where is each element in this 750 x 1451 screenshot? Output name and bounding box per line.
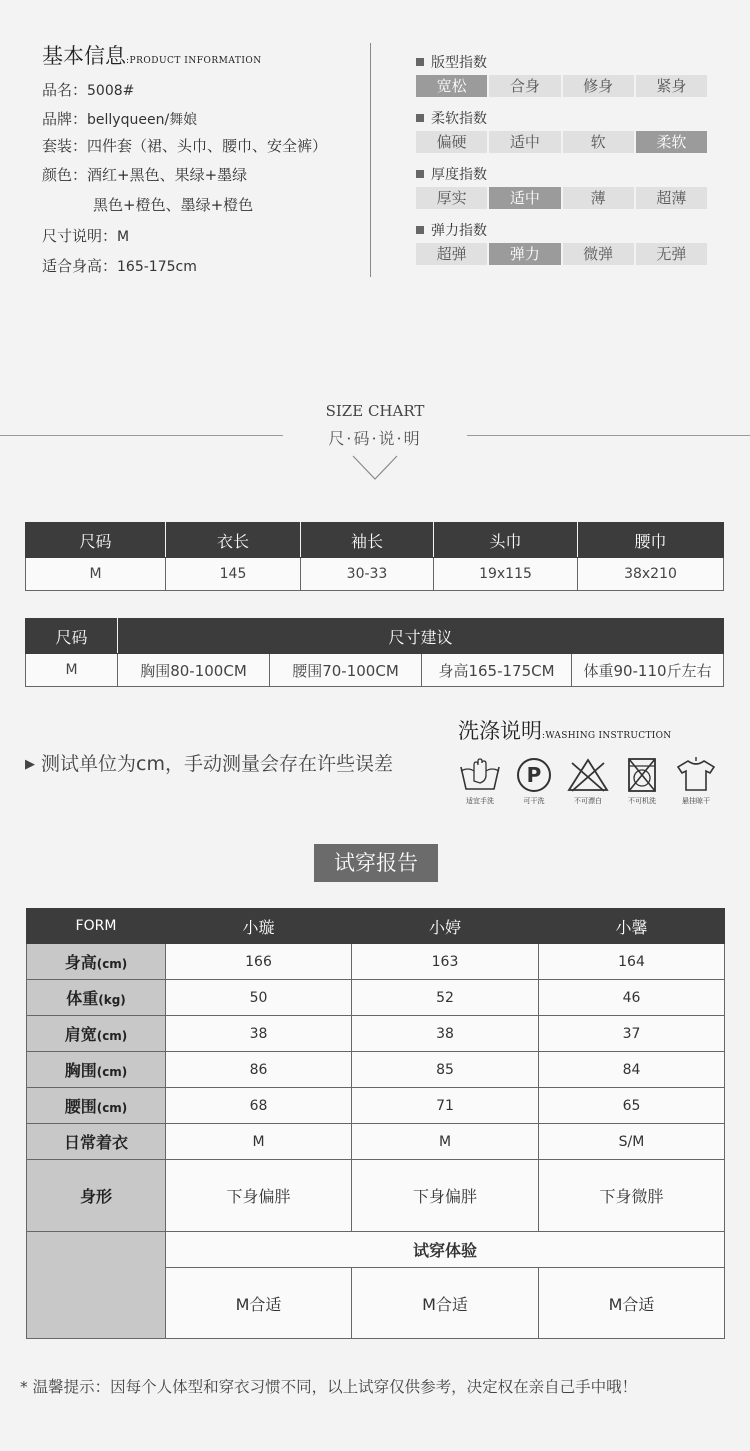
row-header: 肩宽(cm) bbox=[27, 1016, 166, 1052]
info-row-name: 品名：5008# bbox=[42, 81, 135, 99]
table-row bbox=[27, 1052, 725, 1088]
triangle-right-icon: ▶ bbox=[25, 757, 35, 772]
index-option: 宽松 bbox=[416, 75, 487, 97]
experience-title: 试穿体验 bbox=[166, 1232, 725, 1268]
info-row-color-2: 黑色+橙色、墨绿+橙色 bbox=[93, 196, 254, 214]
index-title-softness: 柔软指数 bbox=[416, 108, 487, 128]
table-header-row bbox=[26, 523, 724, 558]
row-header: 身形 bbox=[27, 1160, 166, 1232]
size-chart-title-en: SIZE CHART bbox=[325, 402, 425, 420]
wash-item-no-bleach: 不可漂白 bbox=[563, 757, 613, 806]
table-cell: 19x115 bbox=[434, 558, 578, 591]
info-row-brand: 品牌：bellyqueen/舞娘 bbox=[42, 110, 198, 128]
table-cell: 37 bbox=[539, 1016, 725, 1052]
index-option: 软 bbox=[563, 131, 634, 153]
table-row bbox=[27, 944, 725, 980]
table-row bbox=[27, 1232, 725, 1268]
wash-item-dry-clean: P 可干洗 bbox=[509, 757, 559, 806]
index-option: 偏硬 bbox=[416, 131, 487, 153]
no-bleach-icon bbox=[566, 757, 610, 793]
table-header: 小婷 bbox=[352, 909, 539, 944]
table-cell: 68 bbox=[166, 1088, 352, 1124]
table-cell: 52 bbox=[352, 980, 539, 1016]
index-option: 薄 bbox=[563, 187, 634, 209]
table-cell: 38 bbox=[352, 1016, 539, 1052]
index-option: 适中 bbox=[489, 131, 560, 153]
table-cell: M bbox=[26, 654, 118, 687]
divider-line-left bbox=[0, 435, 283, 436]
table-cell: 86 bbox=[166, 1052, 352, 1088]
no-machine-wash-icon bbox=[620, 757, 664, 793]
warm-tip: * 温馨提示：因每个人体型和穿衣习惯不同，以上试穿仅供参考，决定权在亲自己手中哦！ bbox=[20, 1378, 638, 1396]
table-cell: 下身微胖 bbox=[539, 1160, 725, 1232]
row-header: 胸围(cm) bbox=[27, 1052, 166, 1088]
table-cell: 50 bbox=[166, 980, 352, 1016]
table-row bbox=[27, 1160, 725, 1232]
size-chart-title-cn: 尺·码·说·明 bbox=[328, 429, 422, 448]
table-cell: 体重90-110斤左右 bbox=[572, 654, 724, 687]
unit-note: ▶ 测试单位为cm，手动测量会存在许些误差 bbox=[25, 753, 394, 775]
table-cell: 38 bbox=[166, 1016, 352, 1052]
washing-title: 洗涤说明:WASHING INSTRUCTION bbox=[458, 719, 672, 743]
index-title-fit: 版型指数 bbox=[416, 52, 487, 72]
index-option: 合身 bbox=[489, 75, 560, 97]
size-table bbox=[25, 522, 724, 591]
row-header: 日常着衣 bbox=[27, 1124, 166, 1160]
size-advice-table bbox=[25, 618, 724, 687]
index-option: 超薄 bbox=[636, 187, 707, 209]
row-header: 腰围(cm) bbox=[27, 1088, 166, 1124]
wash-item-no-machine-wash: 不可机洗 bbox=[617, 757, 667, 806]
info-row-size: 尺寸说明：M bbox=[42, 227, 130, 245]
index-softness-scale bbox=[416, 131, 707, 153]
table-row bbox=[26, 558, 724, 591]
info-row-set: 套装：四件套（裙、头巾、腰巾、安全裤） bbox=[42, 137, 328, 155]
divider-line-right bbox=[467, 435, 750, 436]
row-header: 体重(kg) bbox=[27, 980, 166, 1016]
table-header: 头巾 bbox=[434, 523, 578, 558]
table-cell: 164 bbox=[539, 944, 725, 980]
table-header: 尺码 bbox=[26, 523, 166, 558]
table-header: 腰巾 bbox=[578, 523, 724, 558]
table-cell: M bbox=[352, 1124, 539, 1160]
table-cell: 145 bbox=[166, 558, 301, 591]
table-cell: 胸围80-100CM bbox=[118, 654, 270, 687]
index-fit-scale bbox=[416, 75, 707, 97]
table-cell: M合适 bbox=[352, 1268, 539, 1339]
table-cell: 84 bbox=[539, 1052, 725, 1088]
table-cell: 163 bbox=[352, 944, 539, 980]
table-cell: 65 bbox=[539, 1088, 725, 1124]
table-header: 袖长 bbox=[301, 523, 434, 558]
table-cell: S/M bbox=[539, 1124, 725, 1160]
index-option: 紧身 bbox=[636, 75, 707, 97]
table-header: FORM bbox=[27, 909, 166, 944]
table-header: 小璇 bbox=[166, 909, 352, 944]
table-header: 尺码 bbox=[26, 619, 118, 654]
index-option: 厚实 bbox=[416, 187, 487, 209]
wash-item-hang-dry: 悬挂晾干 bbox=[671, 757, 721, 806]
table-cell: M合适 bbox=[539, 1268, 725, 1339]
info-divider bbox=[370, 43, 371, 277]
table-row bbox=[27, 1016, 725, 1052]
table-cell: 166 bbox=[166, 944, 352, 980]
info-row-height: 适合身高：165-175cm bbox=[42, 257, 197, 275]
table-cell: M合适 bbox=[166, 1268, 352, 1339]
table-header-row bbox=[26, 619, 724, 654]
table-header-row bbox=[27, 909, 725, 944]
row-header bbox=[27, 1232, 166, 1339]
svg-text:P: P bbox=[526, 763, 542, 787]
index-title-elasticity: 弹力指数 bbox=[416, 220, 487, 240]
index-option: 无弹 bbox=[636, 243, 707, 265]
table-cell: 46 bbox=[539, 980, 725, 1016]
wash-item-hand-wash: 适宜手洗 bbox=[455, 757, 505, 806]
index-option: 微弹 bbox=[563, 243, 634, 265]
table-cell: 身高165-175CM bbox=[422, 654, 572, 687]
table-row bbox=[27, 1088, 725, 1124]
index-option: 超弹 bbox=[416, 243, 487, 265]
table-cell: 下身偏胖 bbox=[166, 1160, 352, 1232]
table-row bbox=[26, 654, 724, 687]
chevron-down-icon bbox=[352, 455, 398, 481]
info-title: 基本信息:PRODUCT INFORMATION bbox=[42, 44, 262, 68]
hang-dry-icon bbox=[674, 757, 718, 793]
dry-clean-icon bbox=[512, 757, 556, 793]
index-option: 弹力 bbox=[489, 243, 560, 265]
table-cell: M bbox=[166, 1124, 352, 1160]
index-elasticity-scale bbox=[416, 243, 707, 265]
index-option: 适中 bbox=[489, 187, 560, 209]
index-title-thickness: 厚度指数 bbox=[416, 164, 487, 184]
table-cell: 下身偏胖 bbox=[352, 1160, 539, 1232]
index-thickness-scale bbox=[416, 187, 707, 209]
hand-wash-icon bbox=[458, 757, 502, 793]
row-header: 身高(cm) bbox=[27, 944, 166, 980]
tryon-banner: 试穿报告 bbox=[314, 844, 438, 882]
info-row-color: 颜色：酒红+黑色、果绿+墨绿 bbox=[42, 166, 248, 184]
table-row bbox=[27, 980, 725, 1016]
table-cell: 85 bbox=[352, 1052, 539, 1088]
table-cell: M bbox=[26, 558, 166, 591]
table-cell: 71 bbox=[352, 1088, 539, 1124]
table-cell: 腰围70-100CM bbox=[270, 654, 422, 687]
index-option: 柔软 bbox=[636, 131, 707, 153]
table-header: 小馨 bbox=[539, 909, 725, 944]
table-row bbox=[27, 1124, 725, 1160]
table-header: 尺寸建议 bbox=[118, 619, 724, 654]
index-option: 修身 bbox=[563, 75, 634, 97]
table-cell: 38x210 bbox=[578, 558, 724, 591]
table-header: 衣长 bbox=[166, 523, 301, 558]
tryon-table bbox=[26, 908, 725, 1339]
table-cell: 30-33 bbox=[301, 558, 434, 591]
